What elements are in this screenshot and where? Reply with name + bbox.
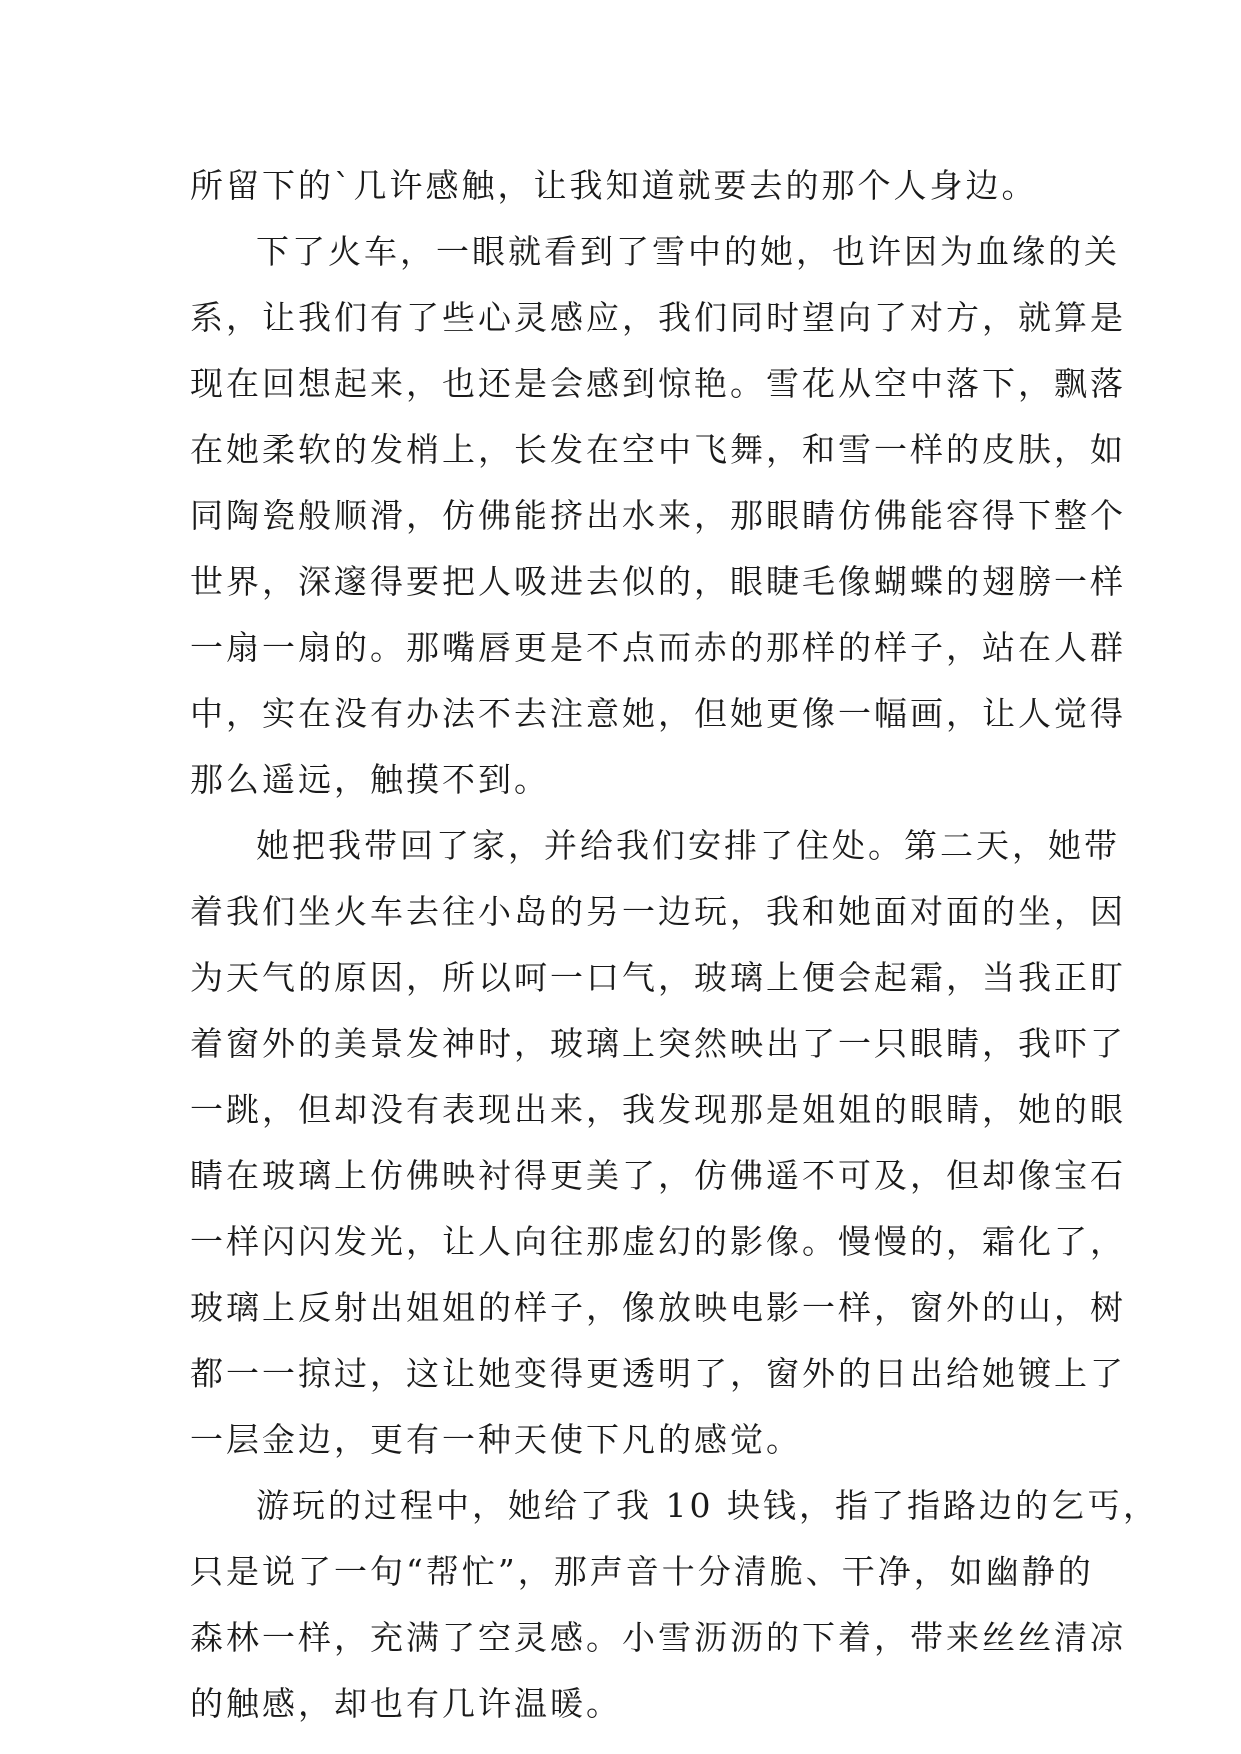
paragraph-first-line: 下了火车，一眼就看到了雪中的她，也许因为血缘的关 xyxy=(256,232,1120,271)
text-line: 森林一样，充满了空灵感。小雪沥沥的下着，带来丝丝清凉 xyxy=(190,1618,1126,1657)
text-line: 世界，深邃得要把人吸进去似的，眼睫毛像蝴蝶的翅膀一样 xyxy=(190,562,1126,601)
text-line: 现在回想起来，也还是会感到惊艳。雪花从空中落下，飘落 xyxy=(190,364,1126,403)
text-line: 着我们坐火车去往小岛的另一边玩，我和她面对面的坐，因 xyxy=(190,892,1126,931)
paragraph-first-line: 她把我带回了家，并给我们安排了住处。第二天，她带 xyxy=(256,826,1120,865)
text-line: 一跳，但却没有表现出来，我发现那是姐姐的眼睛，她的眼 xyxy=(190,1090,1126,1129)
text-line: 都一一掠过，这让她变得更透明了，窗外的日出给她镀上了 xyxy=(190,1354,1126,1393)
text-line: 系，让我们有了些心灵感应，我们同时望向了对方，就算是 xyxy=(190,298,1126,337)
text-line: 为天气的原因，所以呵一口气，玻璃上便会起霜，当我正盯 xyxy=(190,958,1126,997)
text-line: 睛在玻璃上仿佛映衬得更美了，仿佛遥不可及，但却像宝石 xyxy=(190,1156,1126,1195)
text-line: 着窗外的美景发神时，玻璃上突然映出了一只眼睛，我吓了 xyxy=(190,1024,1126,1063)
text-line: 一扇一扇的。那嘴唇更是不点而赤的那样的样子，站在人群 xyxy=(190,628,1126,667)
text-line: 在她柔软的发梢上，长发在空中飞舞，和雪一样的皮肤，如 xyxy=(190,430,1126,469)
text-line: 一层金边，更有一种天使下凡的感觉。 xyxy=(190,1420,802,1459)
text-line: 那么遥远，触摸不到。 xyxy=(190,760,550,799)
text-line: 一样闪闪发光，让人向往那虚幻的影像。慢慢的，霜化了， xyxy=(190,1222,1126,1261)
paragraph-first-line: 游玩的过程中，她给了我 10 块钱，指了指路边的乞丐， xyxy=(256,1486,1159,1525)
text-line: 中，实在没有办法不去注意她，但她更像一幅画，让人觉得 xyxy=(190,694,1126,733)
body-text xyxy=(190,153,1159,1737)
text-line: 所留下的`几许感触，让我知道就要去的那个人身边。 xyxy=(190,166,1038,205)
text-line: 玻璃上反射出姐姐的样子，像放映电影一样，窗外的山，树 xyxy=(190,1288,1126,1327)
text-line: 只是说了一句“帮忙”，那声音十分清脆、干净，如幽静的 xyxy=(190,1552,1094,1591)
text-line: 同陶瓷般顺滑，仿佛能挤出水来，那眼睛仿佛能容得下整个 xyxy=(190,496,1126,535)
text-line: 的触感，却也有几许温暖。 xyxy=(190,1684,622,1723)
